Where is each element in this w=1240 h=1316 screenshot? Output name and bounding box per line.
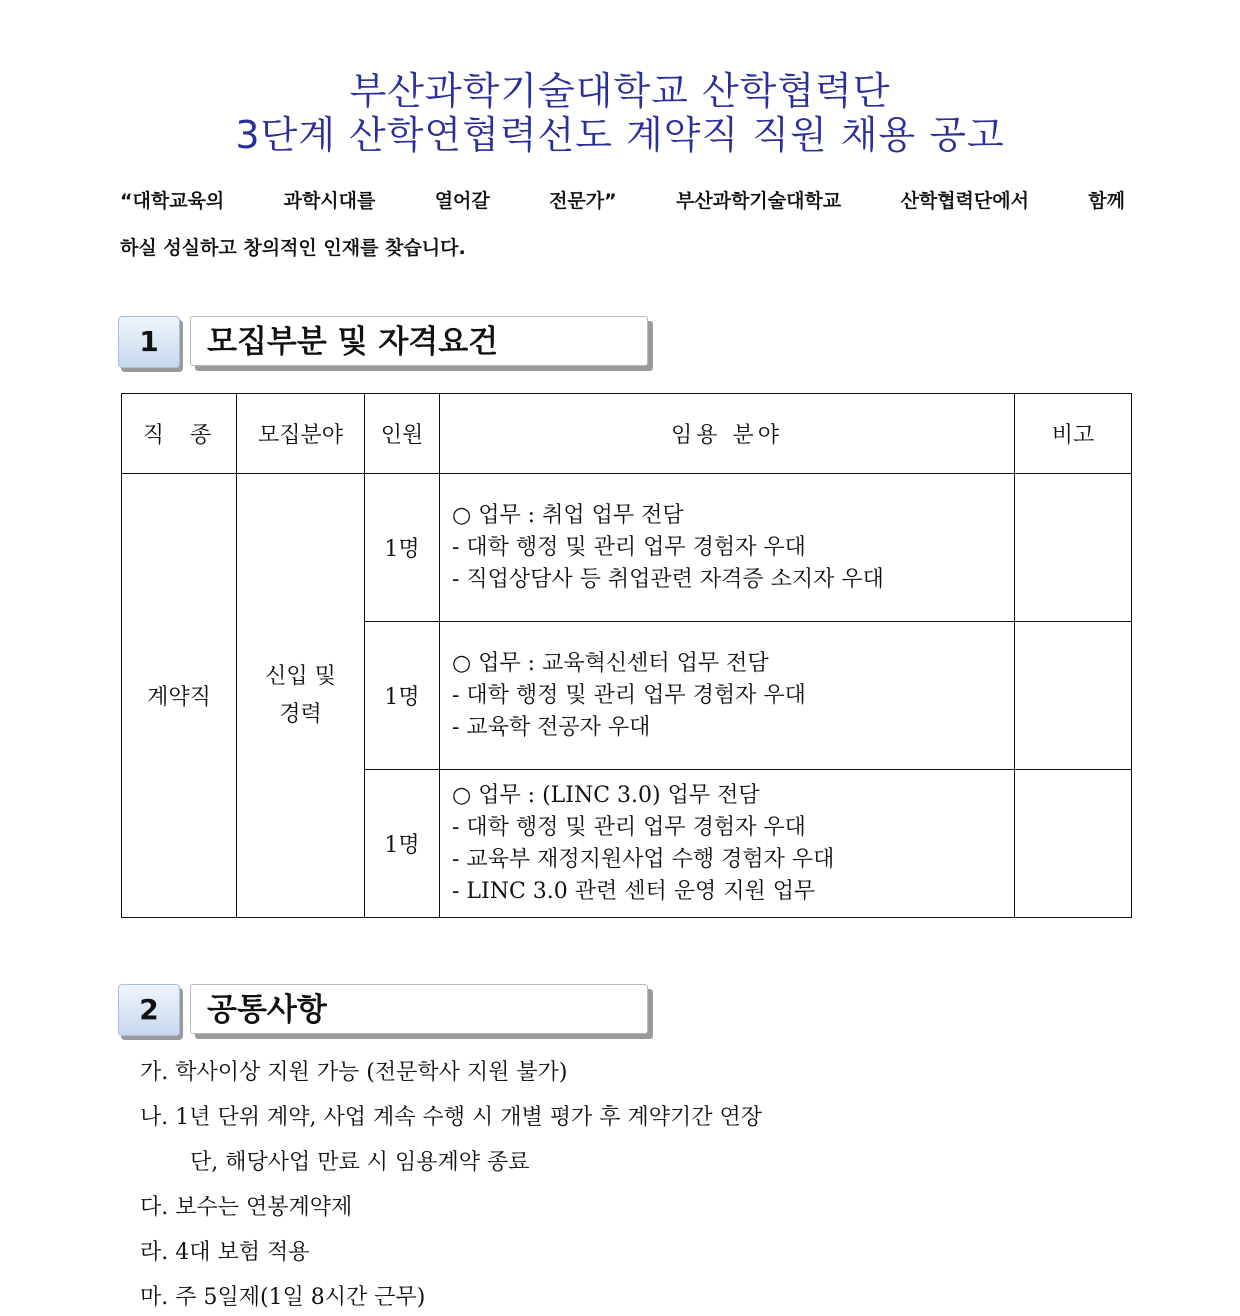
duty-detail: - 교육학 전공자 우대: [452, 714, 651, 740]
section-1-header: [118, 316, 658, 372]
common-item-da: 다. 보수는 연봉계약제: [140, 1195, 353, 1220]
header-job-type: 직 종: [122, 394, 237, 474]
duty-detail: - 대학 행정 및 관리 업무 경험자 우대: [452, 682, 806, 708]
duty-detail: - 대학 행정 및 관리 업무 경험자 우대: [452, 534, 806, 560]
count-cell: 1명: [365, 622, 440, 770]
note-cell: [1015, 622, 1132, 770]
title-line-1: 부산과학기술대학교 산학협력단: [349, 69, 891, 113]
duty-title: ○ 업무 : 교육혁신센터 업무 전담: [452, 650, 769, 676]
duty-title: ○ 업무 : (LINC 3.0) 업무 전담: [452, 782, 760, 808]
count-cell: 1명: [365, 474, 440, 622]
duty-title: ○ 업무 : 취업 업무 전담: [452, 502, 684, 528]
duty-detail: - 교육부 재정지원사업 수행 경험자 우대: [452, 846, 835, 872]
duty-cell: [440, 474, 1015, 622]
common-item-ma: 마. 주 5일제(1일 8시간 근무): [140, 1285, 426, 1310]
duty-detail: - 대학 행정 및 관리 업무 경험자 우대: [452, 814, 806, 840]
field-line-2: 경력: [279, 701, 322, 727]
intro-line-1: “대학교육의 과학시대를 열어갈 전문가” 부산과학기술대학교 산학협력단에서 함께: [120, 190, 1125, 212]
section-2-header: [118, 984, 658, 1040]
header-field: 모집분야: [237, 394, 365, 474]
common-item-na-note: 단, 해당사업 만료 시 임용계약 종료: [190, 1150, 530, 1175]
duty-cell: [440, 770, 1015, 918]
common-item-ra: 라. 4대 보험 적용: [140, 1240, 310, 1265]
count-cell: 1명: [365, 770, 440, 918]
note-cell: [1015, 770, 1132, 918]
job-type-cell: 계약직: [122, 474, 237, 918]
title-line-2: 3단계 산학연협력선도 계약직 직원 채용 공고: [235, 113, 1005, 157]
header-count: 인원: [365, 394, 440, 474]
field-line-1: 신입 및: [265, 663, 336, 689]
field-cell: [237, 474, 365, 918]
header-duty: 임용 분야: [440, 394, 1015, 474]
section-2-number: 2: [118, 984, 180, 1036]
duty-cell: [440, 622, 1015, 770]
duty-detail: - 직업상담사 등 취업관련 자격증 소지자 우대: [452, 566, 884, 592]
section-2-label: 공통사항: [190, 984, 648, 1034]
common-item-ga: 가. 학사이상 지원 가능 (전문학사 지원 불가): [140, 1060, 568, 1085]
table-row: [122, 474, 1132, 622]
section-1-number: 1: [118, 316, 180, 368]
duty-detail: - LINC 3.0 관련 센터 운영 지원 업무: [452, 878, 816, 904]
table-header-row: [122, 394, 1132, 474]
recruitment-table: [121, 393, 1132, 918]
header-note: 비고: [1015, 394, 1132, 474]
section-1-label: 모집부분 및 자격요건: [190, 316, 648, 366]
note-cell: [1015, 474, 1132, 622]
common-item-na: 나. 1년 단위 계약, 사업 계속 수행 시 개별 평가 후 계약기간 연장: [140, 1105, 762, 1130]
intro-line-2: 하실 성실하고 창의적인 인재를 찾습니다.: [120, 237, 466, 259]
